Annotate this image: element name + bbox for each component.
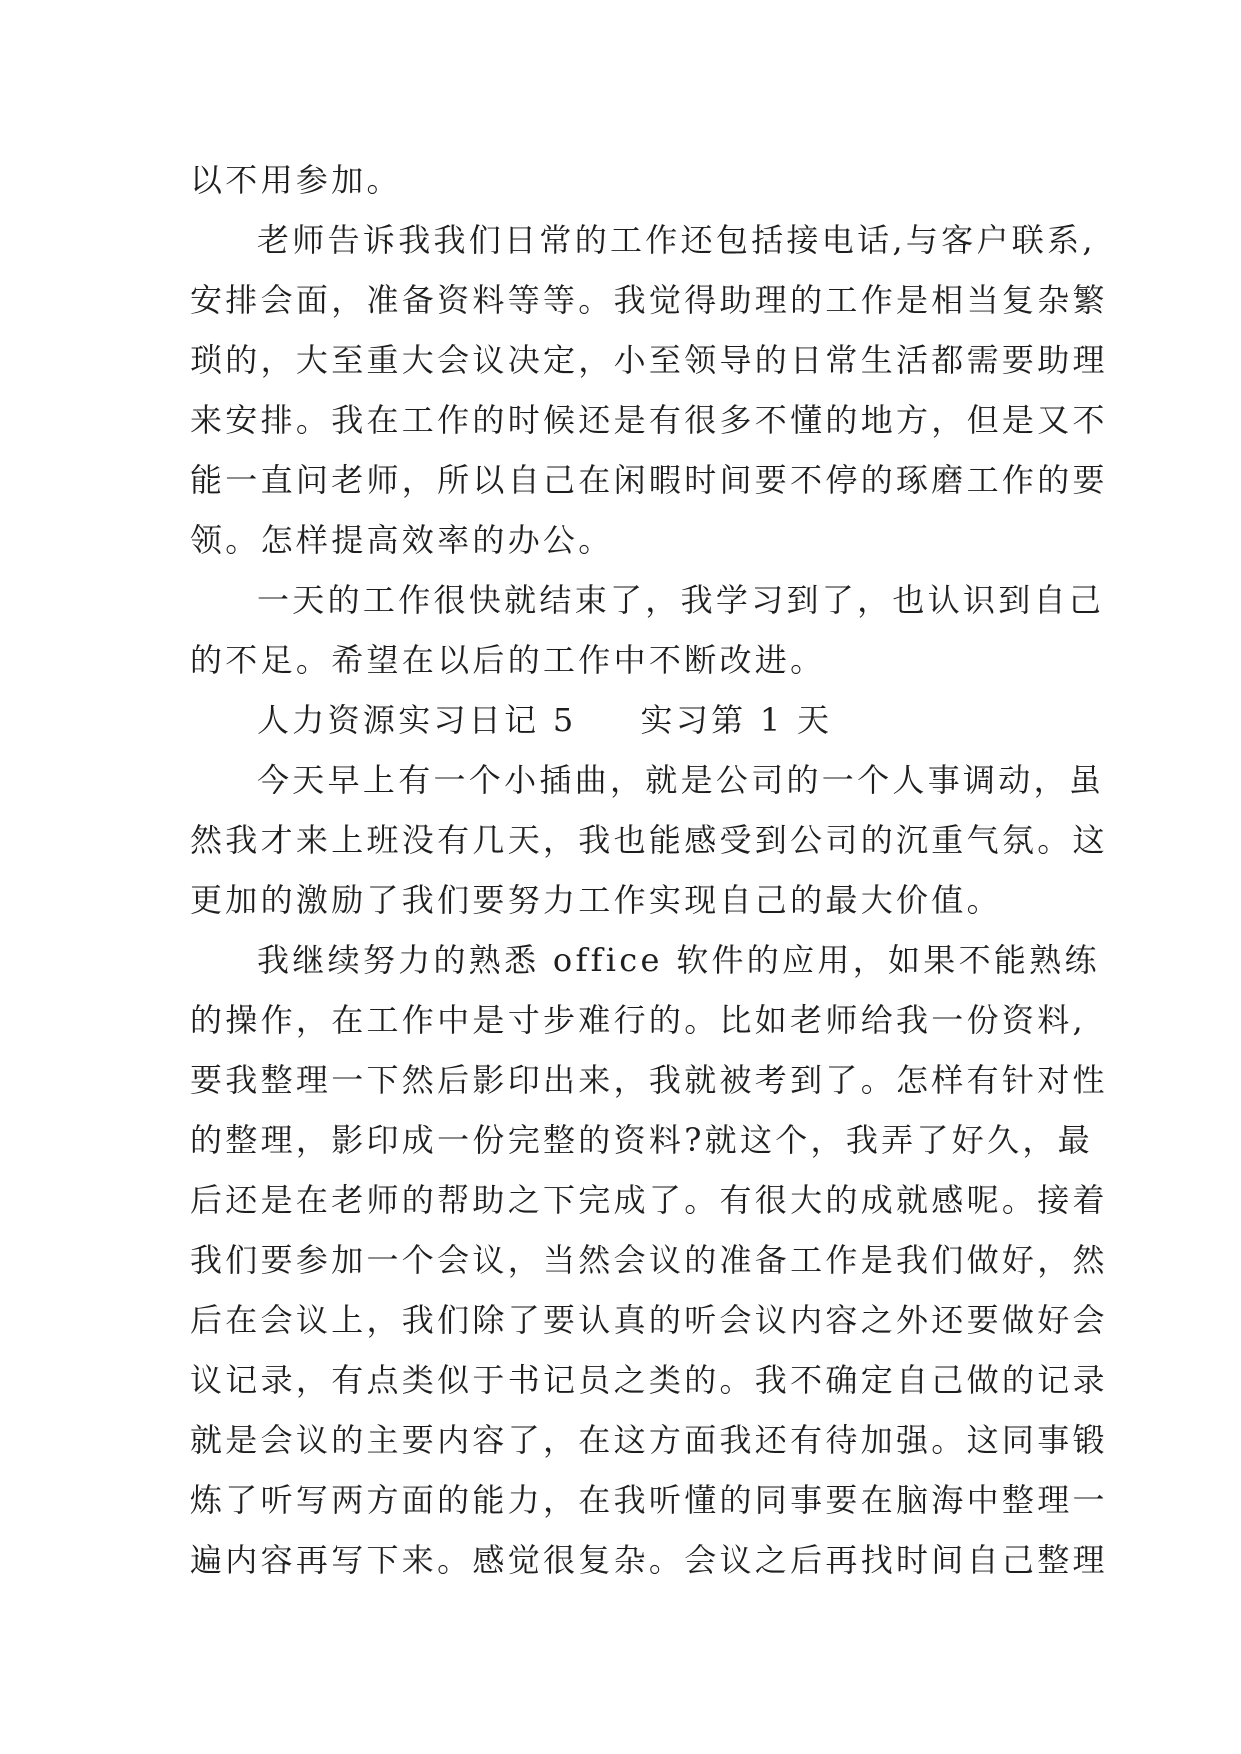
text-line: 更加的激励了我们要努力工作实现自己的最大价值。 — [190, 881, 1002, 919]
text-line: 能一直问老师，所以自己在闲暇时间要不停的琢磨工作的要 — [190, 461, 1108, 499]
text-line: 后还是在老师的帮助之下完成了。有很大的成就感呢。接着 — [190, 1181, 1108, 1219]
text-line: 安排会面，准备资料等等。我觉得助理的工作是相当复杂繁 — [190, 281, 1108, 319]
text-line: 炼了听写两方面的能力，在我听懂的同事要在脑海中整理一 — [190, 1481, 1108, 1519]
section-heading-title: 人力资源实习日记 5 — [257, 701, 577, 739]
text-line: 要我整理一下然后影印出来，我就被考到了。怎样有针对性 — [190, 1061, 1108, 1099]
text-line: 琐的，大至重大会议决定，小至领导的日常生活都需要助理 — [190, 341, 1108, 379]
text-line: 的不足。希望在以后的工作中不断改进。 — [190, 641, 826, 679]
text-line: 议记录，有点类似于书记员之类的。我不确定自己做的记录 — [190, 1361, 1108, 1399]
section-heading — [190, 690, 1090, 750]
text-line: 我们要参加一个会议，当然会议的准备工作是我们做好，然 — [190, 1241, 1108, 1279]
text-line: 就是会议的主要内容了，在这方面我还有待加强。这同事锻 — [190, 1421, 1108, 1459]
text-line: 我继续努力的熟悉 office 软件的应用，如果不能熟练 — [257, 941, 1100, 979]
text-line: 领。怎样提高效率的办公。 — [190, 521, 614, 559]
text-line: 以不用参加。 — [190, 161, 402, 199]
text-line: 的整理，影印成一份完整的资料?就这个，我弄了好久，最 — [190, 1121, 1093, 1159]
text-line: 后在会议上，我们除了要认真的听会议内容之外还要做好会 — [190, 1301, 1108, 1339]
text-line: 今天早上有一个小插曲，就是公司的一个人事调动，虽 — [257, 761, 1105, 799]
text-line: 老师告诉我我们日常的工作还包括接电话,与客户联系, — [257, 221, 1096, 259]
document-body — [190, 150, 1108, 1590]
text-line: 遍内容再写下来。感觉很复杂。会议之后再找时间自己整理 — [190, 1541, 1108, 1579]
section-heading-day: 实习第 1 天 — [640, 701, 833, 739]
text-line: 然我才来上班没有几天，我也能感受到公司的沉重气氛。这 — [190, 821, 1108, 859]
text-line: 一天的工作很快就结束了，我学习到了，也认识到自己 — [257, 581, 1105, 619]
text-line: 来安排。我在工作的时候还是有很多不懂的地方，但是又不 — [190, 401, 1108, 439]
text-line: 的操作，在工作中是寸步难行的。比如老师给我一份资料, — [190, 1001, 1086, 1039]
